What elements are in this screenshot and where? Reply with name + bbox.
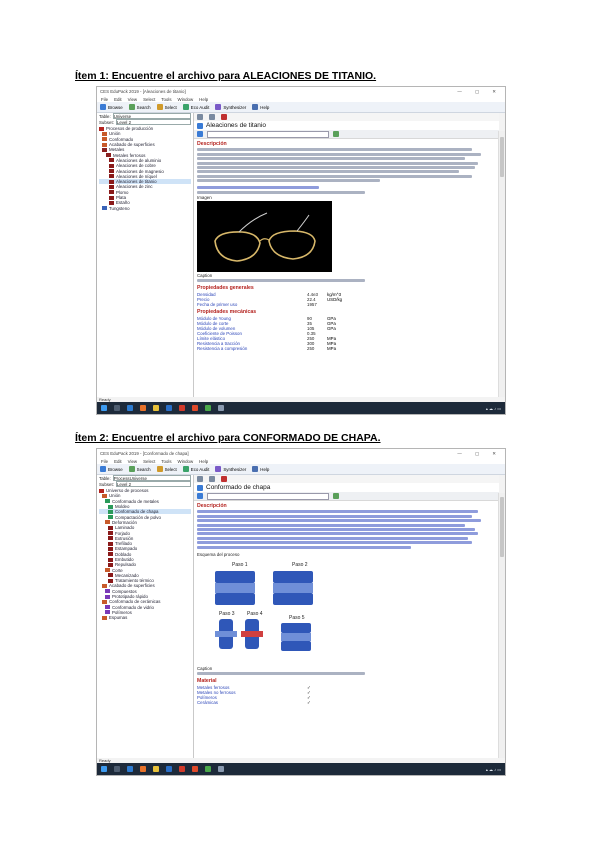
doc-title: Conformado de chapa	[206, 484, 271, 491]
ces-icon[interactable]	[218, 766, 224, 772]
app-icon[interactable]	[166, 766, 172, 772]
tree-item[interactable]: Conformado de vidrio	[99, 605, 191, 610]
tree-view	[97, 125, 193, 212]
tree-item[interactable]: Laminado	[99, 525, 191, 530]
back-icon[interactable]	[197, 476, 203, 482]
process-schematic	[197, 559, 327, 664]
table-select[interactable]: Universe	[113, 113, 191, 119]
book-icon	[105, 520, 110, 524]
chrome-icon[interactable]	[205, 405, 211, 411]
help-button[interactable]: Help	[252, 466, 269, 472]
select-icon	[157, 104, 163, 110]
prop-row: Precio 22.4 USD/kg	[197, 297, 343, 303]
window-controls[interactable]: — ▢ ✕	[457, 89, 502, 94]
print-icon[interactable]	[221, 476, 227, 482]
book-icon	[109, 169, 114, 173]
prop-row: Módulo de Young 90 GPa	[197, 316, 336, 322]
datasheet-toolbar	[194, 475, 499, 483]
window-controls[interactable]: — ▢ ✕	[457, 451, 502, 456]
caption-label: Caption	[197, 272, 213, 278]
menu-select[interactable]: Select	[143, 96, 156, 102]
system-tray[interactable]: ▴ ☁ ♪ ▭	[485, 766, 501, 772]
synthesizer-icon	[215, 466, 221, 472]
tree-item[interactable]: Aleaciones de cobre	[99, 163, 191, 168]
filter-icon[interactable]	[333, 493, 339, 499]
help-icon	[252, 466, 258, 472]
search-button[interactable]: Search	[129, 104, 151, 110]
tree-item[interactable]: Compactación de polvo	[99, 514, 191, 519]
menu-help[interactable]: Help	[199, 458, 209, 464]
book-icon	[102, 206, 107, 210]
tree-item[interactable]: Repulsado	[99, 562, 191, 567]
table-row: Table: Universe	[97, 113, 193, 119]
edge-icon[interactable]	[127, 405, 133, 411]
book-icon	[105, 595, 110, 599]
book-icon	[102, 600, 107, 604]
subset-select[interactable]: Level 2	[116, 481, 191, 487]
browse-icon	[100, 466, 106, 472]
prop-row: Módulo de volumen 105 GPa	[197, 326, 336, 332]
pdf-icon[interactable]	[179, 766, 185, 772]
panel-label-3: Paso 3	[219, 610, 235, 617]
chrome-icon[interactable]	[205, 766, 211, 772]
prop-row: Densidad 4.4e3 kg/m^3	[197, 292, 342, 298]
tree-item[interactable]: Deformación	[99, 520, 191, 525]
book-icon	[109, 201, 114, 205]
book-icon	[109, 180, 114, 184]
menu-edit[interactable]: Edit	[114, 96, 122, 102]
doc-title-bar	[194, 121, 499, 130]
search-button[interactable]: Search	[129, 466, 151, 472]
book-icon	[108, 515, 113, 519]
vertical-scrollbar[interactable]	[498, 493, 505, 758]
vertical-scrollbar[interactable]	[498, 131, 505, 397]
menu-view[interactable]: View	[127, 96, 138, 102]
prop-row: Módulo de corte 35 GPa	[197, 321, 336, 327]
app-window-1	[96, 86, 506, 415]
tree-item[interactable]: Conformado	[99, 137, 191, 142]
browse-icon	[100, 104, 106, 110]
window-title: CES EduPack 2019 - [Conformado de chapa]	[100, 451, 189, 456]
pdf-icon[interactable]	[179, 405, 185, 411]
browse-button[interactable]: Browse	[100, 466, 123, 472]
back-icon[interactable]	[197, 114, 203, 120]
panel-label-1: Paso 1	[232, 561, 248, 568]
help-button[interactable]: Help	[252, 104, 269, 110]
menu-select[interactable]: Select	[143, 458, 156, 464]
layout-bar	[194, 130, 499, 139]
browse-panel	[97, 475, 194, 758]
image-label: Imagen	[197, 194, 212, 200]
prop-row: Coeficiente de Poisson 0.35	[197, 331, 316, 337]
tree-item[interactable]: Moldeo	[99, 504, 191, 509]
datasheet-icon	[197, 485, 203, 491]
firefox-icon[interactable]	[140, 766, 146, 772]
book-icon	[102, 584, 107, 588]
book-icon	[108, 542, 113, 546]
select-button[interactable]: Select	[157, 466, 177, 472]
book-icon	[108, 563, 113, 567]
tree-item-selected[interactable]: Conformado de chapa	[99, 509, 191, 514]
book-icon	[108, 505, 113, 509]
prop-row: Metales no ferrosos ✓	[197, 689, 311, 695]
synthesizer-icon	[215, 104, 221, 110]
tree-root[interactable]: Procesos de producción	[99, 126, 191, 131]
tree-item[interactable]: Aleaciones de magnesio	[99, 168, 191, 173]
book-icon	[106, 153, 111, 157]
tree-item[interactable]: Acabado de superficies	[99, 583, 191, 588]
tree-item[interactable]: Plomo	[99, 190, 191, 195]
book-icon	[102, 148, 107, 152]
datasheet-panel	[194, 475, 499, 758]
datasheet-icon	[197, 123, 203, 129]
folder-icon[interactable]	[153, 405, 159, 411]
ces-icon[interactable]	[218, 405, 224, 411]
menu-tools[interactable]: Tools	[161, 96, 172, 102]
tree-item[interactable]: Forjado	[99, 530, 191, 535]
book-icon	[108, 547, 113, 551]
windows-start-icon[interactable]	[101, 405, 107, 411]
prop-row: Resistencia a tracción 300 MPa	[197, 341, 337, 347]
print-icon[interactable]	[221, 114, 227, 120]
book-icon	[99, 127, 104, 131]
doc-title: Aleaciones de titanio	[206, 122, 266, 129]
browse-panel	[97, 113, 194, 397]
browse-button[interactable]: Browse	[100, 104, 123, 110]
section-description: Descripción	[197, 503, 227, 509]
subset-select[interactable]: Level 2	[116, 119, 191, 125]
title-bar	[97, 449, 505, 458]
book-icon	[108, 558, 113, 562]
book-icon	[108, 510, 113, 514]
book-icon	[105, 605, 110, 609]
doc-title-bar	[194, 483, 499, 492]
synthesizer-button[interactable]: Synthesizer	[215, 104, 246, 110]
tree-item[interactable]: Polímeros	[99, 610, 191, 615]
layout-select[interactable]	[207, 131, 329, 138]
tree-item[interactable]: Aleaciones de níquel	[99, 174, 191, 179]
section-description: Descripción	[197, 141, 227, 147]
table-row: Table: ProcessUniverse	[97, 475, 193, 481]
tree-item[interactable]: Aleaciones de aluminio	[99, 158, 191, 163]
panel-label-5: Paso 5	[289, 614, 305, 621]
book-icon	[102, 494, 107, 498]
menu-help[interactable]: Help	[199, 96, 209, 102]
tree-item[interactable]: Compuestos	[99, 589, 191, 594]
prop-row: Resistencia a compresión 250 MPa	[197, 346, 337, 352]
datasheet-panel	[194, 113, 499, 397]
book-icon	[105, 610, 110, 614]
tree-item[interactable]: Mecanizado	[99, 573, 191, 578]
prop-row: Límite elástico 250 MPa	[197, 336, 337, 342]
book-icon	[109, 158, 114, 162]
book-icon	[105, 568, 110, 572]
menu-window[interactable]: Window	[177, 458, 194, 464]
tree-item[interactable]: Extrusión	[99, 536, 191, 541]
menu-tools[interactable]: Tools	[161, 458, 172, 464]
windows-taskbar	[97, 402, 505, 414]
eco-audit-button[interactable]: Eco Audit	[183, 104, 210, 110]
book-icon	[109, 196, 114, 200]
book-icon	[102, 143, 107, 147]
menu-edit[interactable]: Edit	[114, 458, 122, 464]
select-icon	[157, 466, 163, 472]
book-icon	[102, 616, 107, 620]
tree-item[interactable]: Conformado de cerámicas	[99, 599, 191, 604]
eco-audit-button[interactable]: Eco Audit	[183, 466, 210, 472]
book-icon	[105, 589, 110, 593]
glasses-drawing	[197, 201, 332, 272]
help-icon	[252, 104, 258, 110]
tree-item[interactable]: Aleaciones de zinc	[99, 184, 191, 189]
layout-select[interactable]	[207, 493, 329, 500]
book-icon	[108, 536, 113, 540]
prop-row: Fecha de primer uso 1957	[197, 302, 317, 308]
tree-root[interactable]: Universo de procesos	[99, 488, 191, 493]
image-label: Esquema del proceso	[197, 551, 240, 557]
scroll-thumb[interactable]	[500, 497, 504, 557]
prop-row: Polímeros ✓	[197, 694, 311, 700]
app-icon[interactable]	[192, 405, 198, 411]
section-mechanical: Propiedades mecánicas	[197, 309, 257, 316]
tree-item[interactable]: Acabado de superficies	[99, 142, 191, 147]
section-material: Material	[197, 677, 217, 684]
system-tray[interactable]: ▴ ☁ ♪ ▭	[485, 405, 501, 411]
tree-item[interactable]: Conformado de metales	[99, 499, 191, 504]
book-icon	[108, 526, 113, 530]
menu-file[interactable]: File	[101, 96, 109, 102]
folder-icon[interactable]	[153, 766, 159, 772]
nav-icon[interactable]	[197, 131, 203, 137]
tree-item[interactable]: Tratamiento térmico	[99, 578, 191, 583]
tree-item[interactable]: Prototipado rápido	[99, 594, 191, 599]
leaf-icon	[183, 466, 189, 472]
book-icon	[105, 499, 110, 503]
prop-row: Cerámicas ✓	[197, 699, 311, 705]
book-icon	[108, 531, 113, 535]
glasses-image	[197, 201, 332, 272]
book-icon	[109, 190, 114, 194]
filter-icon[interactable]	[333, 131, 339, 137]
book-icon	[108, 573, 113, 577]
tree-item[interactable]: Metales ferrosos	[99, 152, 191, 157]
subset-row: Subset: Level 2	[97, 119, 193, 125]
book-icon	[109, 185, 114, 189]
leaf-icon	[183, 104, 189, 110]
nav-icon[interactable]	[197, 493, 203, 499]
app-icon[interactable]	[192, 766, 198, 772]
status-bar: Ready	[99, 397, 111, 402]
book-icon	[99, 489, 104, 493]
caption-label: Caption	[197, 665, 213, 671]
table-select[interactable]: ProcessUniverse	[113, 475, 191, 481]
subset-row: Subset: Level 2	[97, 481, 193, 487]
synthesizer-button[interactable]: Synthesizer	[215, 466, 246, 472]
section-general: Propiedades generales	[197, 285, 254, 292]
menu-view[interactable]: View	[127, 458, 138, 464]
book-icon	[109, 174, 114, 178]
app-window-2	[96, 448, 506, 776]
tree-item[interactable]: Estaño	[99, 200, 191, 205]
book-icon	[108, 579, 113, 583]
search-icon	[129, 104, 135, 110]
tree-item-selected[interactable]: Aleaciones de titanio	[99, 179, 191, 184]
process-schematic-drawing	[197, 559, 327, 664]
menu-file[interactable]: File	[101, 458, 109, 464]
book-icon	[109, 164, 114, 168]
book-icon	[102, 132, 107, 136]
search-icon[interactable]	[114, 405, 120, 411]
tree-view	[97, 487, 193, 621]
title-bar	[97, 87, 505, 96]
layout-bar	[194, 492, 499, 501]
status-bar: Ready	[99, 758, 111, 763]
main-toolbar	[97, 464, 505, 475]
forward-icon[interactable]	[209, 114, 215, 120]
tree-item[interactable]: Trefilado	[99, 541, 191, 546]
item2-heading: Ítem 2: Encuentre el archivo para CONFORMADO DE CHAPA.	[75, 432, 381, 444]
search-icon[interactable]	[114, 766, 120, 772]
tree-item[interactable]: Tungsteno	[99, 205, 191, 210]
tree-item[interactable]: Corte	[99, 567, 191, 572]
forward-icon[interactable]	[209, 476, 215, 482]
app-icon[interactable]	[166, 405, 172, 411]
book-icon	[108, 552, 113, 556]
main-toolbar	[97, 102, 505, 113]
datasheet-toolbar	[194, 113, 499, 121]
tree-item[interactable]: Unión	[99, 131, 191, 136]
window-title: CES EduPack 2019 - [Aleaciones de titanio]	[100, 89, 186, 94]
menu-window[interactable]: Window	[177, 96, 194, 102]
panel-label-4: Paso 4	[247, 610, 263, 617]
search-icon	[129, 466, 135, 472]
item1-heading: Ítem 1: Encuentre el archivo para ALEACIONES DE TITANIO.	[75, 70, 377, 82]
prop-row: Metales ferrosos ✓	[197, 684, 311, 690]
tree-item[interactable]: Metales	[99, 147, 191, 152]
tree-item[interactable]: Estampado	[99, 546, 191, 551]
select-button[interactable]: Select	[157, 104, 177, 110]
tree-item[interactable]: Espumas	[99, 615, 191, 620]
panel-label-2: Paso 2	[292, 561, 308, 568]
windows-start-icon[interactable]	[101, 766, 107, 772]
tree-item[interactable]: Doblado	[99, 552, 191, 557]
scroll-thumb[interactable]	[500, 137, 504, 177]
tree-item[interactable]: Plata	[99, 195, 191, 200]
tree-item[interactable]: Unión	[99, 493, 191, 498]
windows-taskbar	[97, 763, 505, 775]
firefox-icon[interactable]	[140, 405, 146, 411]
book-icon	[102, 137, 107, 141]
edge-icon[interactable]	[127, 766, 133, 772]
tree-item[interactable]: Embutido	[99, 557, 191, 562]
